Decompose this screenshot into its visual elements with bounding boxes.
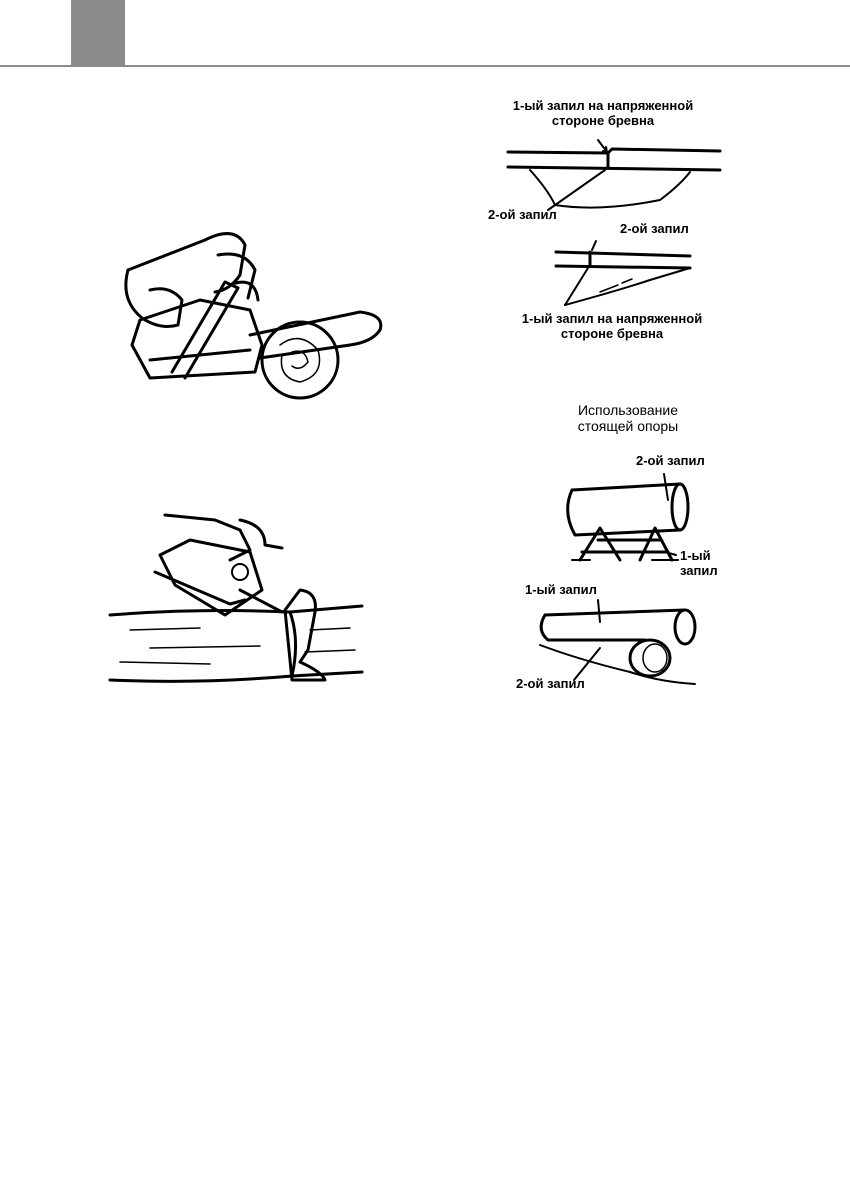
label-line: стороне бревна	[551, 113, 655, 128]
label-second-cut-b: 2-ой запил	[620, 221, 689, 236]
label-first-cut-top: 1-ый запил	[525, 582, 597, 597]
title-line: стоящей опоры	[577, 418, 679, 434]
label-line: стороне бревна	[560, 326, 664, 341]
title-line: Использование	[577, 402, 679, 418]
label-first-cut-side	[680, 548, 718, 578]
label-line: 1-ый запил на напряженной	[512, 98, 694, 113]
label-second-cut-bottom: 2-ой запил	[516, 676, 585, 691]
label-second-cut-a: 2-ой запил	[488, 207, 557, 222]
label-line: запил	[680, 563, 718, 578]
label-line: 1-ый запил на напряженной	[521, 311, 703, 326]
label-line: 1-ый	[680, 548, 711, 563]
label-second-cut-top: 2-ой запил	[636, 453, 705, 468]
